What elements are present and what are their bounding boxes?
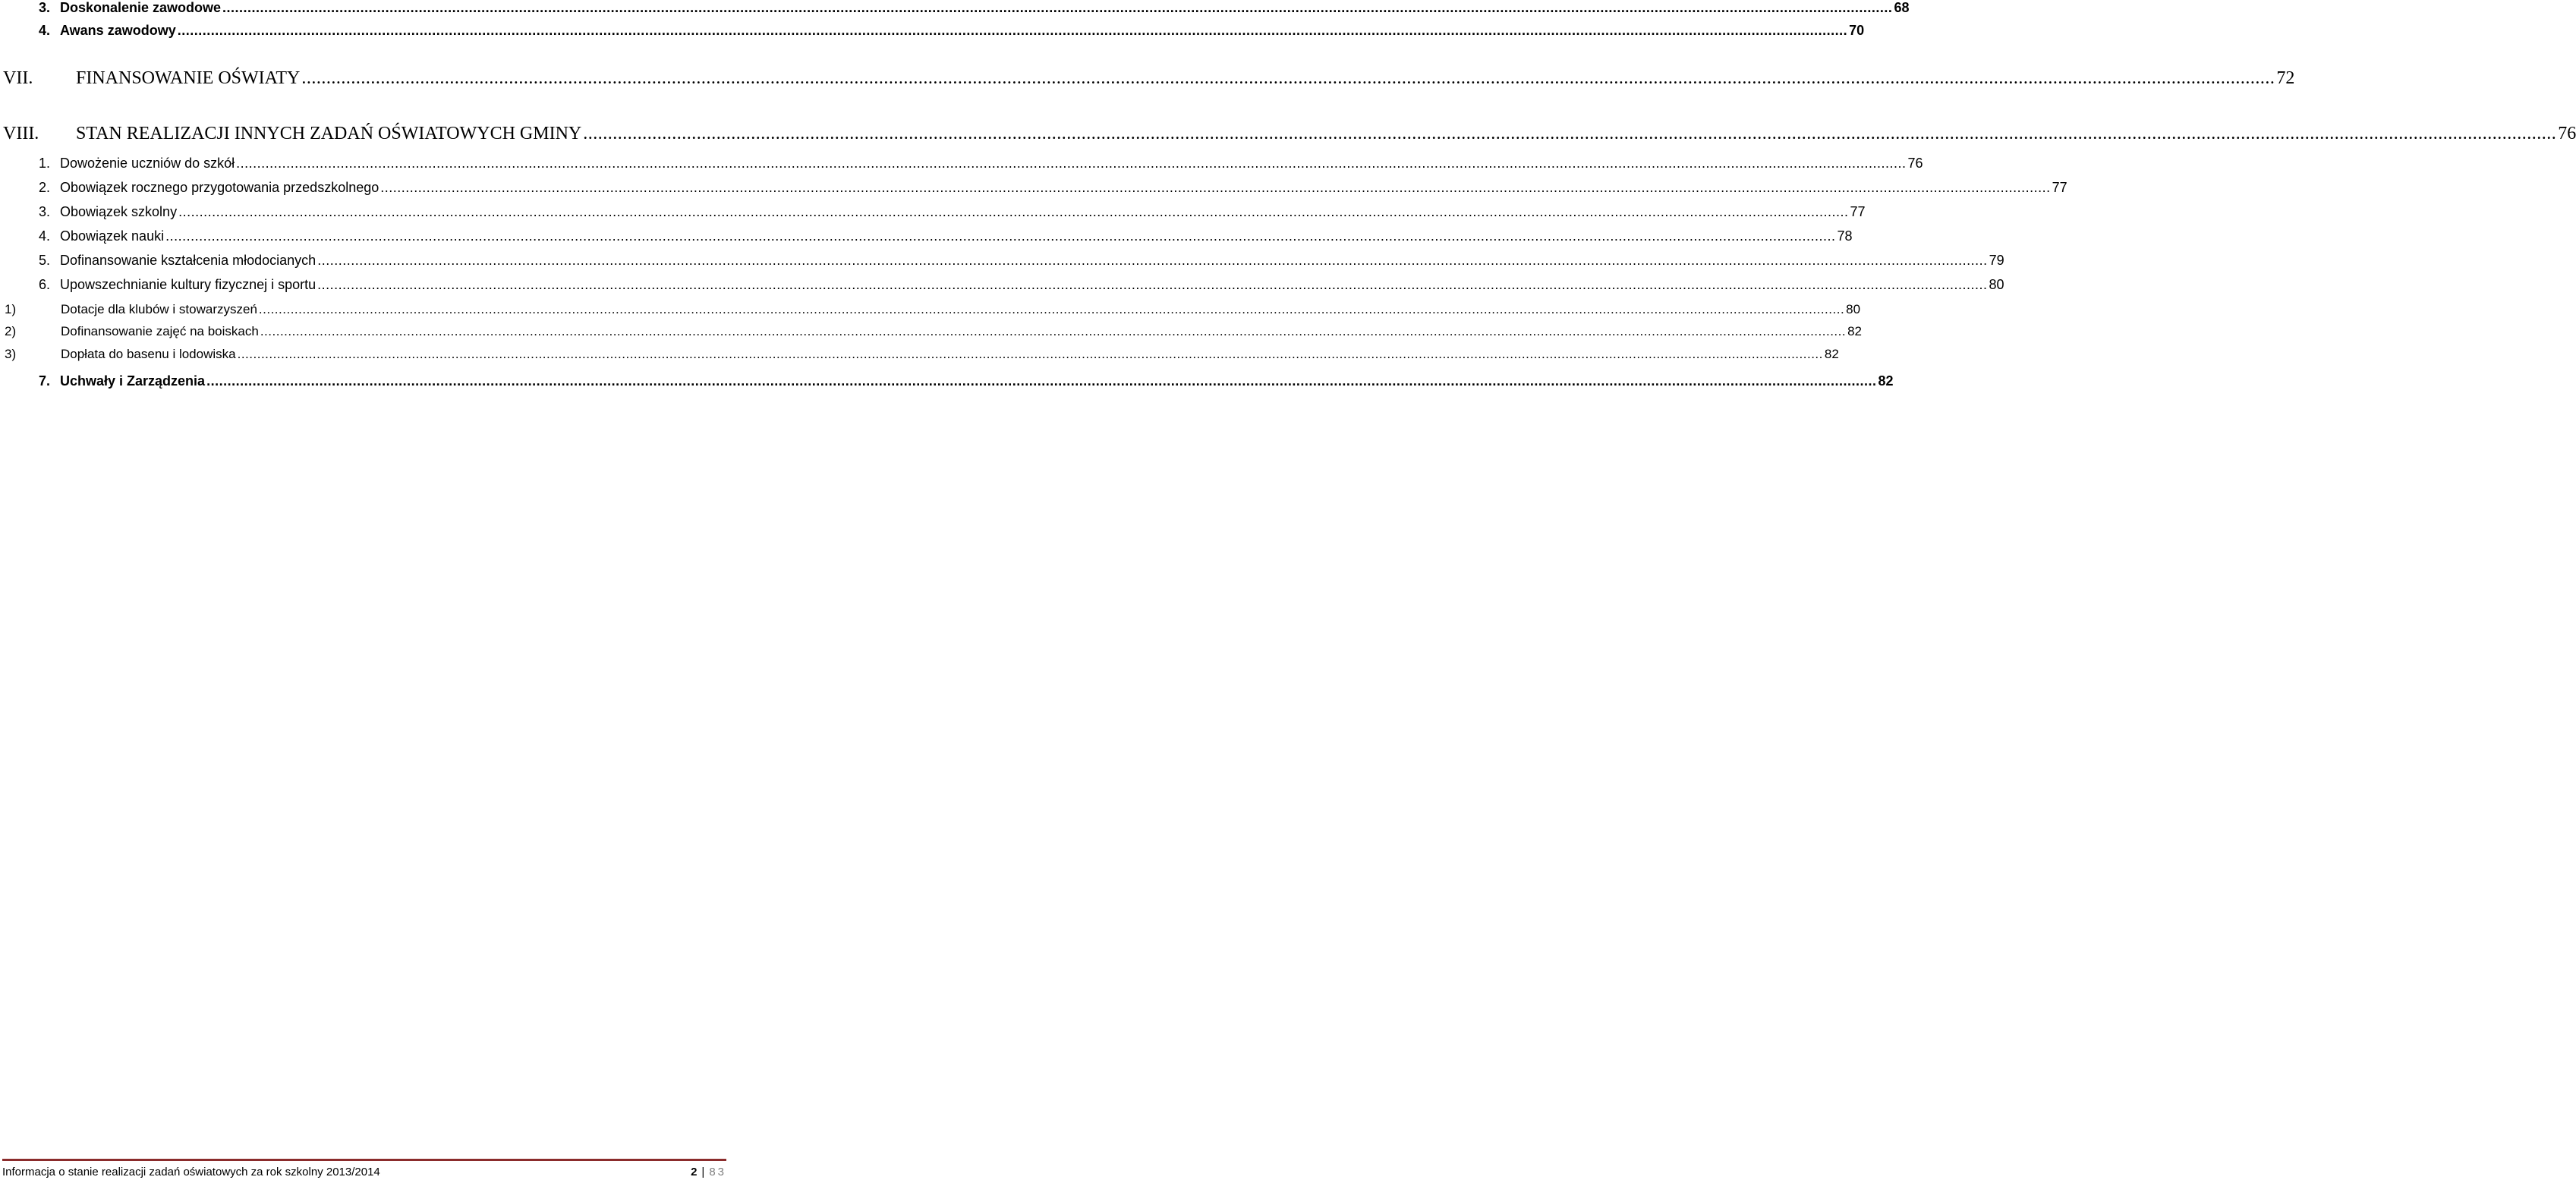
toc-entry-number: 6. bbox=[39, 277, 51, 292]
toc-entry[interactable] bbox=[0, 277, 2004, 293]
toc-dot-leader: ................................................................................................................................................................................................................................................................................................................................................................................................................ bbox=[380, 180, 2051, 195]
toc-entry[interactable] bbox=[0, 180, 2067, 196]
toc-entry-page: 80 bbox=[1846, 302, 1861, 316]
toc-entry-page: 82 bbox=[1878, 373, 1894, 389]
toc-entry[interactable] bbox=[0, 204, 1866, 220]
toc-entry-number: 4. bbox=[39, 228, 51, 244]
toc-entry-page: 78 bbox=[1837, 228, 1853, 244]
toc-entry-label: STAN REALIZACJI INNYCH ZADAŃ OŚWIATOWYCH GMINY bbox=[76, 124, 582, 143]
toc-entry[interactable] bbox=[0, 302, 1861, 317]
toc-entry[interactable] bbox=[0, 228, 1853, 244]
toc-entry-number: 7. bbox=[39, 373, 51, 389]
toc-entry-number: 5. bbox=[39, 253, 51, 268]
toc-entry-label: Dofinansowanie kształcenia młodocianych bbox=[60, 253, 316, 268]
toc-dot-leader: ................................................................................................................................................................................................................................................................................................................................................................................................................ bbox=[317, 253, 1988, 268]
toc-entry-number: 2) bbox=[5, 324, 17, 338]
toc-entry-number: 3. bbox=[39, 204, 51, 219]
toc-entry[interactable] bbox=[0, 23, 1865, 39]
toc-entry-label: Obowiązek rocznego przygotowania przedszkolnego bbox=[60, 180, 379, 195]
toc-dot-leader: ................................................................................................................................................................................................................................................................................................................................................................................................................ bbox=[301, 68, 2275, 88]
toc-entry-label: FINANSOWANIE OŚWIATY bbox=[76, 68, 301, 88]
toc-entry-label: Uchwały i Zarządzenia bbox=[60, 373, 206, 389]
toc-entry-page: 79 bbox=[1989, 253, 2004, 268]
toc-entry-number: 1. bbox=[39, 156, 51, 171]
toc-entry-label: Dotacje dla klubów i stowarzyszeń bbox=[61, 302, 257, 316]
toc-dot-leader: ................................................................................................................................................................................................................................................................................................................................................................................................................ bbox=[178, 204, 1849, 219]
toc-entry-label: Obowiązek nauki bbox=[60, 228, 165, 244]
toc-entry[interactable] bbox=[0, 253, 2004, 269]
toc-dot-leader: ................................................................................................................................................................................................................................................................................................................................................................................................................ bbox=[206, 373, 1877, 389]
toc-entry[interactable] bbox=[0, 0, 1910, 16]
toc-entry-number: VII. bbox=[3, 68, 33, 88]
toc-dot-leader: ................................................................................................................................................................................................................................................................................................................................................................................................................ bbox=[236, 156, 1907, 171]
toc-entry[interactable] bbox=[0, 124, 2576, 144]
toc-entry-page: 77 bbox=[2052, 180, 2067, 195]
page-total: 83 bbox=[709, 1166, 726, 1178]
toc-entry-page: 80 bbox=[1989, 277, 2004, 292]
toc-dot-leader: ................................................................................................................................................................................................................................................................................................................................................................................................................ bbox=[317, 277, 1988, 292]
toc-entry-page: 76 bbox=[1907, 156, 1923, 171]
toc-entry-label: Awans zawodowy bbox=[60, 23, 176, 38]
toc-entry-page: 72 bbox=[2276, 68, 2295, 88]
toc-entry[interactable] bbox=[0, 347, 1839, 362]
toc-dot-leader: ................................................................................................................................................................................................................................................................................................................................................................................................................ bbox=[177, 23, 1848, 38]
toc-entry-page: 82 bbox=[1847, 324, 1863, 338]
footer-title: Informacja o stanie realizacji zadań oświatowych za rok szkolny 2013/2014 bbox=[2, 1166, 380, 1178]
page-separator: | bbox=[701, 1166, 705, 1178]
toc-entry-page: 68 bbox=[1894, 0, 1910, 15]
toc-entry[interactable] bbox=[0, 373, 1894, 389]
toc-entry-page: 77 bbox=[1850, 204, 1866, 219]
toc-dot-leader: ................................................................................................................................................................................................................................................................................................................................................................................................................ bbox=[260, 324, 1847, 338]
toc-entry-label: Doskonalenie zawodowe bbox=[60, 0, 222, 15]
toc-entry-label: Upowszechnianie kultury fizycznej i sportu bbox=[60, 277, 316, 292]
toc-entry-number: 4. bbox=[39, 23, 51, 38]
toc-entry-number: 2. bbox=[39, 180, 51, 195]
toc-dot-leader: ................................................................................................................................................................................................................................................................................................................................................................................................................ bbox=[258, 302, 1845, 316]
toc-entry[interactable] bbox=[0, 156, 1923, 171]
page-number bbox=[691, 1166, 726, 1178]
toc-entry-label: Dofinansowanie zajęć na boiskach bbox=[61, 324, 259, 338]
toc-entry-number: 3) bbox=[5, 347, 17, 361]
toc-entry-number: VIII. bbox=[3, 124, 39, 143]
toc-dot-leader: ................................................................................................................................................................................................................................................................................................................................................................................................................ bbox=[583, 124, 2557, 143]
toc-entry[interactable] bbox=[0, 324, 1863, 339]
toc-entry-label: Dowożenie uczniów do szkół bbox=[60, 156, 235, 171]
toc-entry-number: 3. bbox=[39, 0, 51, 15]
toc-dot-leader: ................................................................................................................................................................................................................................................................................................................................................................................................................ bbox=[165, 228, 1836, 244]
toc-entry[interactable] bbox=[0, 68, 2295, 89]
toc-dot-leader: ................................................................................................................................................................................................................................................................................................................................................................................................................ bbox=[237, 347, 1823, 361]
toc-entry-label: Dopłata do basenu i lodowiska bbox=[61, 347, 236, 361]
page-current: 2 bbox=[691, 1166, 698, 1178]
toc-entry-page: 76 bbox=[2558, 124, 2576, 143]
page-footer bbox=[2, 1159, 726, 1178]
toc-entry-label: Obowiązek szkolny bbox=[60, 204, 178, 219]
toc-entry-number: 1) bbox=[5, 302, 17, 316]
toc-dot-leader: ................................................................................................................................................................................................................................................................................................................................................................................................................ bbox=[222, 0, 1893, 15]
toc-entry-page: 82 bbox=[1824, 347, 1839, 361]
toc-entry-page: 70 bbox=[1849, 23, 1865, 38]
